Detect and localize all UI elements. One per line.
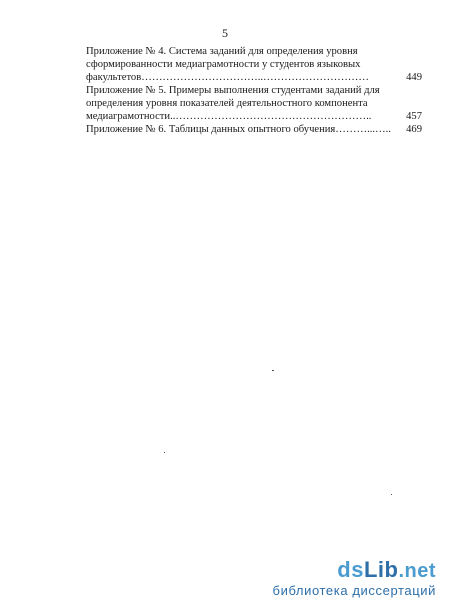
toc-entry-line: Приложение № 5. Примеры выполнения студентами заданий для <box>86 85 380 96</box>
dslib-logo <box>216 559 436 582</box>
toc-entry-appendix-5 <box>86 84 422 123</box>
scan-speck <box>391 494 392 495</box>
page-number: 5 <box>222 26 228 40</box>
toc-entry-appendix-6 <box>86 123 422 136</box>
logo-lib-text: Lib <box>363 557 399 582</box>
toc-entry-line: определения уровня показателей деятельностного компонента <box>86 98 368 109</box>
toc-entry-line: медиаграмотности..……………………………………………….. <box>86 111 372 122</box>
logo-ds-text: ds <box>337 557 364 582</box>
toc-entry-line: Приложение № 6. Таблицы данных опытного обучения………...….. <box>86 124 391 135</box>
toc-entry-appendix-4 <box>86 45 422 84</box>
toc-page-number: 449 <box>406 72 422 83</box>
toc-entry-line: сформированности медиаграмотности у студентов языковых <box>86 59 361 70</box>
toc-entry-line: факультетов……………………………..………………………… <box>86 72 369 83</box>
toc-page-number: 469 <box>406 124 422 135</box>
toc-entry-line: Приложение № 4. Система заданий для определения уровня <box>86 46 358 57</box>
logo-net-text: .net <box>398 560 436 582</box>
table-of-contents <box>86 45 422 136</box>
dslib-watermark <box>216 559 436 598</box>
watermark-subtitle: библиотека диссертаций <box>272 583 436 598</box>
toc-page-number: 457 <box>406 111 422 122</box>
scan-speck <box>164 452 165 453</box>
scan-speck <box>272 370 274 371</box>
